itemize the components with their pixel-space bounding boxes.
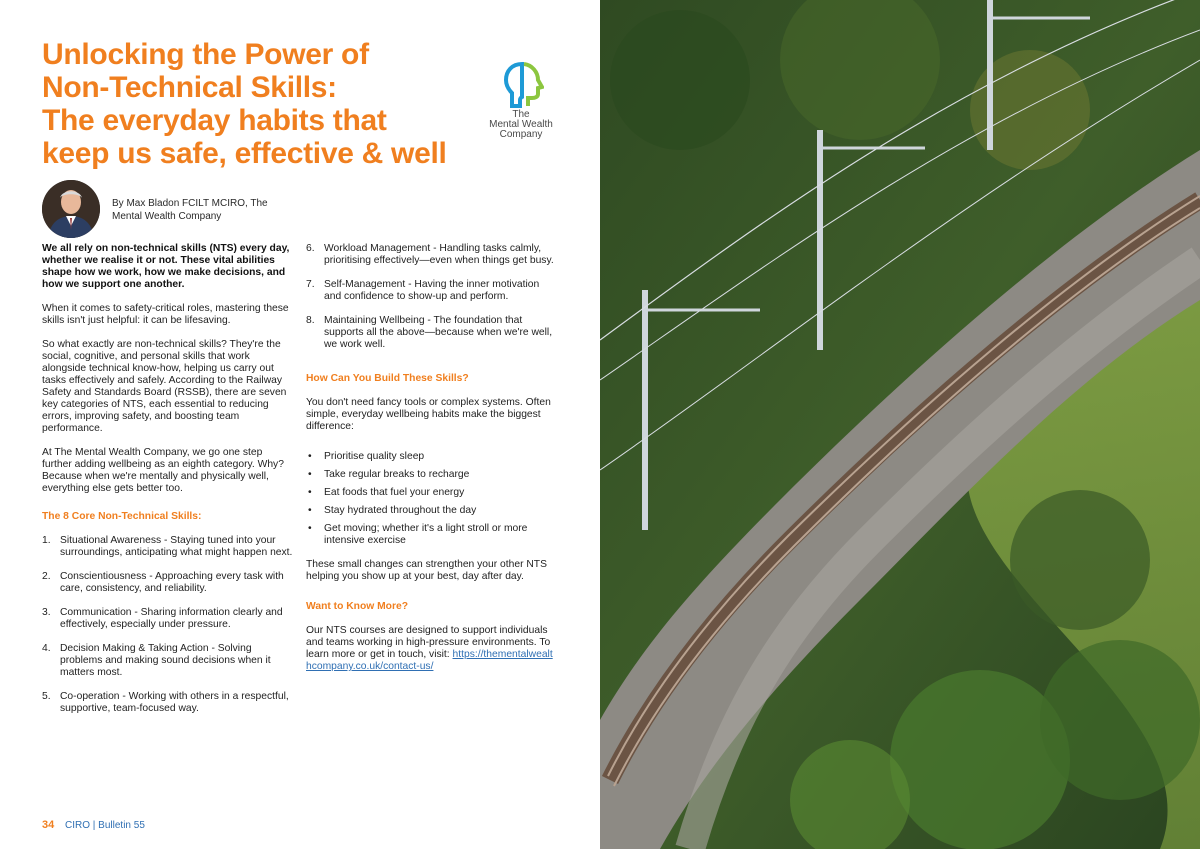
list-item: • Prioritise quality sleep [306, 451, 556, 463]
list-text: Maintaining Wellbeing - The foundation that supports all the above—because when we're well, we work well. [324, 315, 553, 350]
build-heading: How Can You Build These Skills? [306, 373, 469, 384]
habits-list [306, 451, 556, 547]
list-number: 5. [42, 691, 51, 702]
body-paragraph: When it comes to safety-critical roles, mastering these skills isn't just helpful: it can be lifesaving. [42, 303, 289, 326]
list-item [42, 607, 294, 631]
list-text: Self-Management - Having the inner motivation and confidence to show-up and perform. [324, 279, 540, 302]
list-item: • Get moving; whether it's a light stroll or more intensive exercise [306, 523, 556, 547]
contact-link[interactable]: https://thementalwealthcompany.co.uk/contact-us/ [306, 649, 553, 672]
title-line: Unlocking the Power of [42, 38, 369, 71]
list-number: 3. [42, 607, 51, 618]
list-number: 2. [42, 571, 51, 582]
list-item [42, 691, 294, 715]
intro-paragraph: We all rely on non-technical skills (NTS) every day, whether we realise it or not. These vital abilities shape how we work, how we make decisions, and how we support one another. [42, 243, 290, 290]
list-item: • Eat foods that fuel your energy [306, 487, 556, 499]
logo-line: The [512, 109, 530, 120]
body-paragraph: At The Mental Wealth Company, we go one step further adding wellbeing as an eighth category. Why? Because when we're mentally and physically well, everything else gets better too. [42, 447, 284, 494]
more-heading: Want to Know More? [306, 601, 408, 612]
logo-wordmark [480, 110, 562, 140]
list-item [306, 279, 556, 303]
head-profile-logo-icon [500, 60, 544, 112]
logo-line: Mental Wealth [489, 119, 553, 130]
list-item [42, 643, 294, 679]
author-photo [42, 180, 100, 238]
article-title [42, 38, 472, 170]
list-number: 8. [306, 315, 315, 326]
skills-list [42, 535, 294, 715]
list-number: 1. [42, 535, 51, 546]
list-text: Communication - Sharing information clearly and effectively, especially under pressure. [60, 607, 283, 630]
list-item [306, 315, 556, 351]
page-number: 34 [42, 819, 55, 831]
body-paragraph [306, 625, 556, 673]
list-item [306, 243, 556, 267]
list-text: Conscientiousness - Approaching every task with care, consistency, and reliability. [60, 571, 284, 594]
list-text: Situational Awareness - Staying tuned into your surroundings, anticipating what might happen next. [60, 535, 293, 558]
list-text: Workload Management - Handling tasks calmly, prioritising effectively—even when things get busy. [324, 243, 554, 266]
page-footer [42, 819, 145, 831]
more-text: Our NTS courses are designed to support individuals and teams working in high-pressure environments. To learn more or get in touch, visit: [306, 625, 551, 660]
list-text: Decision Making & Taking Action - Solving problems and making sound decisions when it matters most. [60, 643, 271, 678]
list-item [42, 535, 294, 559]
list-item: • Stay hydrated throughout the day [306, 505, 556, 517]
list-item: • Take regular breaks to recharge [306, 469, 556, 481]
byline: By Max Bladon FCILT MCIRO, The Mental Wealth Company [112, 198, 268, 222]
title-line: Non-Technical Skills: [42, 71, 337, 104]
right-column [306, 243, 556, 685]
skills-heading: The 8 Core Non-Technical Skills: [42, 511, 202, 522]
list-text: Co-operation - Working with others in a respectful, supportive, team-focused way. [60, 691, 289, 714]
title-line: keep us safe, effective & well [42, 137, 447, 170]
list-number: 4. [42, 643, 51, 654]
publication-name: CIRO | Bulletin 55 [65, 820, 145, 831]
body-paragraph: You don't need fancy tools or complex systems. Often simple, everyday wellbeing habits make the biggest difference: [306, 397, 551, 432]
railway-aerial-photo [600, 0, 1200, 849]
list-number: 7. [306, 279, 315, 290]
list-item [42, 571, 294, 595]
logo-line: Company [499, 129, 543, 140]
left-column [42, 243, 294, 727]
body-paragraph: These small changes can strengthen your other NTS helping you show up at your best, day after day. [306, 559, 547, 582]
skills-list-continued [306, 243, 556, 351]
title-line: The everyday habits that [42, 104, 387, 137]
body-paragraph: So what exactly are non-technical skills? They're the social, cognitive, and personal skills that work alongside technical know-how, helping us carry out tasks effectively and safely. According to the Railway Safety and Standards Board (RSSB), there are seven key categories of NTS, each essential to reducing errors, improving safety, and boosting team performance. [42, 339, 287, 434]
company-logo [480, 60, 562, 140]
list-number: 6. [306, 243, 315, 254]
